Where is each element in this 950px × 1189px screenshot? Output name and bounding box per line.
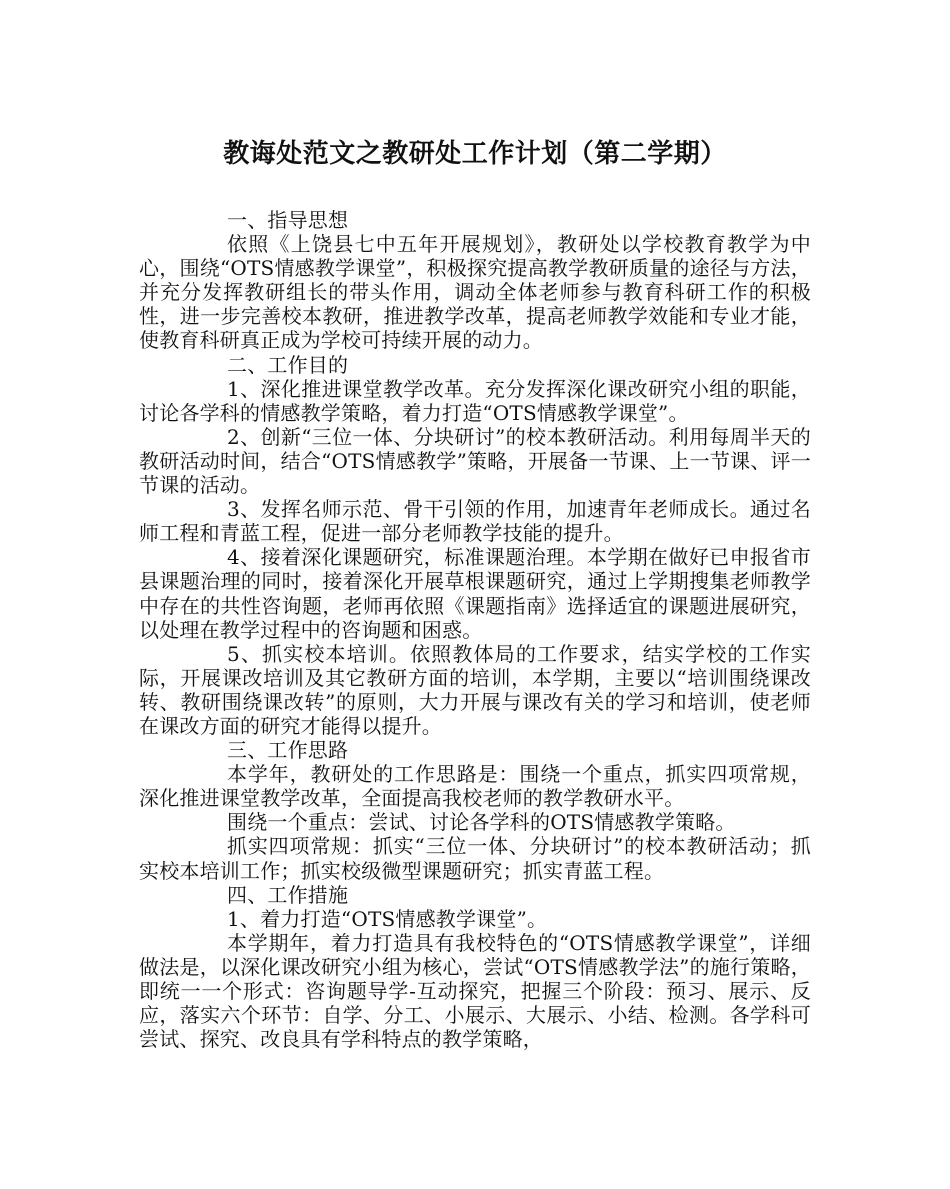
paragraph: 围绕一个重点：尝试、讨论各学科的OTS情感教学策略。	[227, 810, 736, 835]
paragraph: 5、抓实校本培训。依照教体局的工作要求，结实学校的工作实际，开展课改培训及其它教研方面的培训，本学期，主要以“培训围绕课改转、教研围绕课改转”的原则，大力开展与课改有关的学习和培训，使老师在课改方面的研究才能得以提升。	[139, 641, 811, 738]
heading-work-measures: 四、工作措施	[227, 882, 349, 907]
paragraph: 1、着力打造“OTS情感教学课堂”。	[227, 906, 548, 931]
paragraph: 2、创新“三位一体、分块研讨”的校本教研活动。利用每周半天的教研活动时间，结合“OTS情感教学”策略，开展备一节课、上一节课、评一节课的活动。	[139, 424, 811, 498]
heading-work-goals: 二、工作目的	[227, 352, 349, 377]
document-title: 教诲处范文之教研处工作计划（第二学期）	[223, 139, 727, 169]
paragraph: 本学年，教研处的工作思路是：围绕一个重点，抓实四项常规，深化推进课堂教学改革，全面提高我校老师的教学教研水平。	[139, 762, 811, 811]
paragraph: 1、深化推进课堂教学改革。充分发挥深化课改研究小组的职能，讨论各学科的情感教学策略，着力打造“OTS情感教学课堂”。	[139, 376, 811, 425]
paragraph: 3、发挥名师示范、骨干引领的作用，加速青年老师成长。通过名师工程和青蓝工程，促进一部分老师教学技能的提升。	[139, 497, 811, 546]
paragraph: 4、接着深化课题研究，标准课题治理。本学期在做好已申报省市县课题治理的同时，接着深化开展草根课题研究，通过上学期搜集老师教学中存在的共性咨询题，老师再依照《课题指南》选择适宜的课题进展研究，以处理在教学过程中的咨询题和困惑。	[139, 545, 811, 642]
paragraph: 本学期年，着力打造具有我校特色的“OTS情感教学课堂”，详细做法是，以深化课改研究小组为核心，尝试“OTS情感教学法”的施行策略，即统一一个形式：咨询题导学-互动探究，把握三个阶段：预习、展示、反应，落实六个环节：自学、分工、小展示、大展示、小结、检测。各学科可尝试、探究、改良具有学科特点的教学策略，	[139, 930, 811, 1052]
heading-guiding-ideology: 一、指导思想	[227, 208, 349, 232]
heading-work-approach: 三、工作思路	[227, 738, 349, 763]
paragraph: 依照《上饶县七中五年开展规划》，教研处以学校教育教学为中心，围绕“OTS情感教学课堂”，积极探究提高教学教研质量的途径与方法，并充分发挥教研组长的带头作用，调动全体老师参与教育科研工作的积极性，进一步完善校本教研，推进教学改革，提高老师教学效能和专业才能，使教育科研真正成为学校可持续开展的动力。	[139, 232, 811, 353]
paragraph: 抓实四项常规：抓实“三位一体、分块研讨”的校本教研活动；抓实校本培训工作；抓实校级微型课题研究；抓实青蓝工程。	[139, 834, 811, 883]
document-body	[139, 208, 811, 1051]
